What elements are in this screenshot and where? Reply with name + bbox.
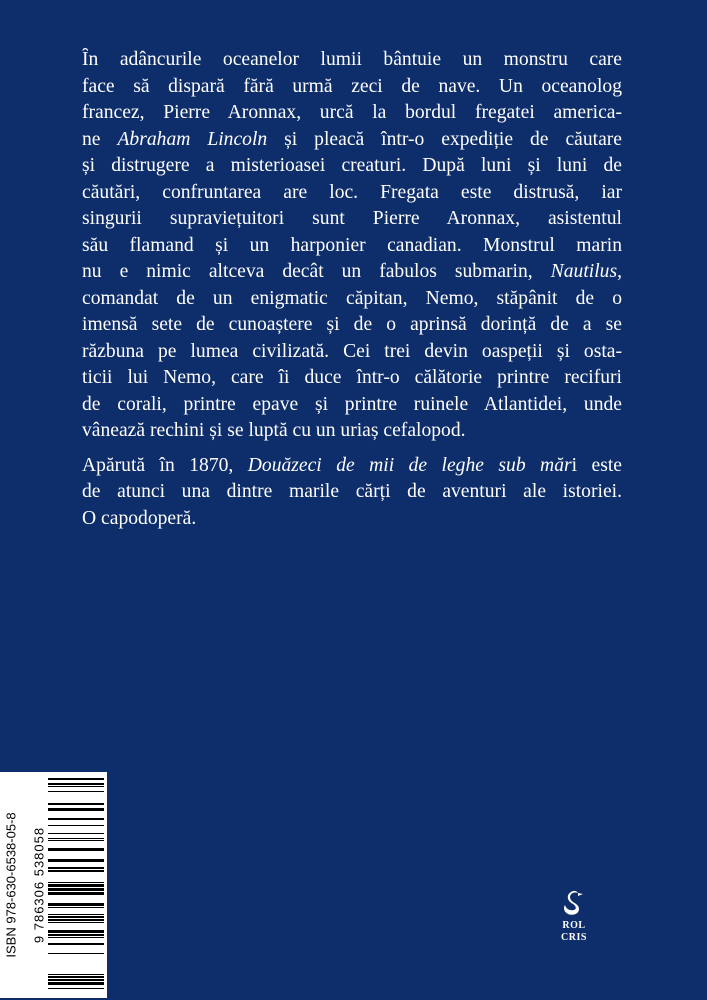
isbn-label bbox=[2, 772, 20, 998]
isbn-text: ISBN 978-630-6538-05-8 bbox=[3, 812, 19, 958]
italic-title: Nautilus bbox=[550, 261, 618, 282]
barcode-bar bbox=[48, 903, 104, 906]
barcode-bar bbox=[48, 953, 104, 954]
text-line: face să dispară fără urmă zeci de nave. Un oceanolog bbox=[82, 75, 622, 97]
text-line: francez, Pierre Aronnax, urcă la bordul fregatei america- bbox=[82, 102, 622, 123]
text-line: ticii lui Nemo, care îi duce într-o călătorie printre recifuri bbox=[82, 367, 622, 388]
barcode-bar bbox=[48, 884, 104, 887]
barcode-bar bbox=[48, 976, 104, 978]
barcode-bar bbox=[48, 840, 104, 841]
isbn-barcode bbox=[0, 772, 107, 998]
barcode-bar bbox=[48, 838, 104, 839]
text-line: vânează rechini și se luptă cu un uriaș cefalopod. bbox=[82, 420, 466, 441]
barcode-bar bbox=[48, 982, 104, 985]
text-line: de atunci una dintre marile cărți de aventuri ale istoriei. bbox=[82, 481, 622, 502]
barcode-bar bbox=[48, 922, 104, 923]
barcode-bar bbox=[48, 979, 104, 981]
blurb-paragraph-1 bbox=[82, 47, 622, 445]
text-line: răzbuna pe lumea civilizată. Cei trei devin oaspeții și osta- bbox=[82, 340, 622, 362]
text-line: de corali, printre epave și printre ruinele Atlantidei, unde bbox=[82, 393, 622, 415]
barcode-bar bbox=[48, 825, 104, 826]
barcode-bar bbox=[48, 974, 104, 975]
text-line: Apărută în 1870, Douăzeci de mii de leghe sub mări este bbox=[82, 454, 622, 476]
text-line: căutări, confruntarea are loc. Fregata este distrusă, iar bbox=[82, 181, 622, 203]
barcode-bar bbox=[48, 791, 104, 792]
text-line: comandat de un enigmatic căpitan, Nemo, stăpânit de o bbox=[82, 287, 622, 309]
barcode-bar bbox=[48, 778, 104, 780]
barcode-digits bbox=[30, 772, 48, 998]
text-line: O capodoperă. bbox=[82, 507, 197, 529]
barcode-bar bbox=[48, 808, 104, 811]
barcode-bar bbox=[48, 833, 104, 834]
text-line: Ȋn adâncurile oceanelor lumii bântuie un monstru care bbox=[82, 49, 622, 70]
barcode-bar bbox=[48, 818, 104, 820]
italic-title: Douăzeci de mii de leghe sub măr bbox=[247, 454, 572, 476]
publisher-name-line2: CRIS bbox=[561, 932, 587, 943]
text-line: imensă sete de cunoaștere și de o aprinsă dorință de a se bbox=[82, 314, 622, 335]
text-line: singurii supraviețuitori sunt Pierre Aronnax, asistentul bbox=[82, 208, 622, 229]
text-line: și distrugere a misterioasei creaturi. După luni și luni de bbox=[82, 155, 622, 176]
barcode-bar bbox=[48, 870, 104, 872]
barcode-bars bbox=[48, 778, 104, 992]
barcode-bar bbox=[48, 988, 104, 989]
text-line: ne Abraham Lincoln și pleacă într-o expediție de căutare bbox=[82, 128, 623, 150]
barcode-bar bbox=[48, 803, 104, 805]
barcode-number: 9 786306 538058 bbox=[31, 826, 47, 944]
barcode-bar bbox=[48, 943, 104, 945]
barcode-bar bbox=[48, 888, 104, 891]
barcode-bar bbox=[48, 919, 104, 921]
barcode-bar bbox=[48, 786, 104, 787]
publisher-name-line1: ROL bbox=[562, 920, 586, 931]
back-cover-blurb bbox=[82, 47, 622, 532]
barcode-bar bbox=[48, 930, 104, 933]
barcode-bar bbox=[48, 783, 104, 785]
text-line: său flamand și un harponier canadian. Monstrul marin bbox=[82, 234, 622, 256]
barcode-bar bbox=[48, 882, 104, 883]
barcode-bar bbox=[48, 916, 104, 918]
barcode-bar bbox=[48, 914, 104, 915]
barcode-bar bbox=[48, 937, 104, 938]
barcode-bar bbox=[48, 892, 104, 895]
blurb-paragraph-2 bbox=[82, 453, 622, 533]
barcode-bar bbox=[48, 934, 104, 936]
publisher-logo bbox=[554, 890, 594, 944]
barcode-bar bbox=[48, 907, 104, 908]
barcode-bar bbox=[48, 867, 104, 869]
swan-logo-icon bbox=[561, 890, 587, 920]
italic-title: Abraham Lincoln bbox=[117, 128, 268, 150]
barcode-bar bbox=[48, 859, 104, 862]
text-line: nu e nimic altceva decât un fabulos submarin, Nautilus, bbox=[82, 261, 622, 282]
barcode-bar bbox=[48, 848, 104, 851]
